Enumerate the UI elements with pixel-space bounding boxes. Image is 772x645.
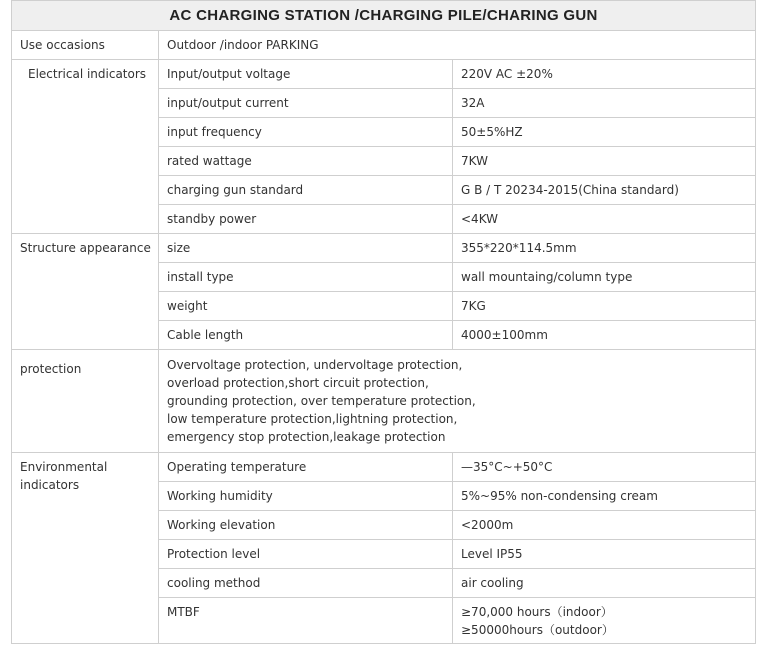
- label-cell: cooling method: [159, 569, 453, 598]
- value-cell: 7KW: [453, 147, 756, 176]
- value-cell: <2000m: [453, 511, 756, 540]
- title-row: [12, 1, 756, 31]
- value-cell: 32A: [453, 89, 756, 118]
- value-cell: 50±5%HZ: [453, 118, 756, 147]
- label-cell: Protection level: [159, 540, 453, 569]
- category-cell: Structure appearance: [12, 234, 159, 350]
- protection-line: Overvoltage protection, undervoltage protection,: [167, 358, 463, 372]
- value-cell: 220V AC ±20%: [453, 60, 756, 89]
- mtbf-line: ≥70,000 hours（indoor）: [461, 605, 613, 619]
- table-title: AC CHARGING STATION /CHARGING PILE/CHARING GUN: [12, 1, 756, 31]
- label-cell: Operating temperature: [159, 453, 453, 482]
- label-cell: size: [159, 234, 453, 263]
- label-cell: rated wattage: [159, 147, 453, 176]
- protection-line: overload protection,short circuit protection,: [167, 376, 429, 390]
- label-cell: Working humidity: [159, 482, 453, 511]
- category-label: Environmental: [20, 460, 108, 474]
- protection-line: low temperature protection,lightning protection,: [167, 412, 458, 426]
- label-cell: MTBF: [159, 598, 453, 644]
- category-label: indicators: [20, 478, 80, 492]
- value-cell: [453, 598, 756, 644]
- label-cell: Working elevation: [159, 511, 453, 540]
- table-row: [12, 350, 756, 453]
- value-cell: wall mountaing/column type: [453, 263, 756, 292]
- label-cell: Input/output voltage: [159, 60, 453, 89]
- protection-cell: [159, 350, 756, 453]
- value-cell: Outdoor /indoor PARKING: [159, 31, 756, 60]
- category-cell: protection: [12, 350, 159, 453]
- value-cell: —35°C~+50°C: [453, 453, 756, 482]
- label-cell: standby power: [159, 205, 453, 234]
- table-row: [12, 60, 756, 89]
- protection-line: grounding protection, over temperature protection,: [167, 394, 476, 408]
- table-row: [12, 31, 756, 60]
- category-cell: Use occasions: [12, 31, 159, 60]
- value-cell: 4000±100mm: [453, 321, 756, 350]
- spec-table: [11, 0, 756, 644]
- label-cell: charging gun standard: [159, 176, 453, 205]
- label-cell: Cable length: [159, 321, 453, 350]
- label-cell: weight: [159, 292, 453, 321]
- category-cell: [12, 453, 159, 644]
- value-cell: 7KG: [453, 292, 756, 321]
- value-cell: <4KW: [453, 205, 756, 234]
- protection-line: emergency stop protection,leakage protection: [167, 430, 446, 444]
- value-cell: Level IP55: [453, 540, 756, 569]
- label-cell: input frequency: [159, 118, 453, 147]
- table-row: [12, 453, 756, 482]
- label-cell: install type: [159, 263, 453, 292]
- value-cell: 5%~95% non-condensing cream: [453, 482, 756, 511]
- label-cell: input/output current: [159, 89, 453, 118]
- mtbf-line: ≥50000hours（outdoor）: [461, 623, 614, 637]
- value-cell: G B / T 20234-2015(China standard): [453, 176, 756, 205]
- table-row: [12, 234, 756, 263]
- category-cell: [12, 60, 159, 234]
- value-cell: 355*220*114.5mm: [453, 234, 756, 263]
- value-cell: air cooling: [453, 569, 756, 598]
- category-label: Electrical indicators: [28, 67, 147, 81]
